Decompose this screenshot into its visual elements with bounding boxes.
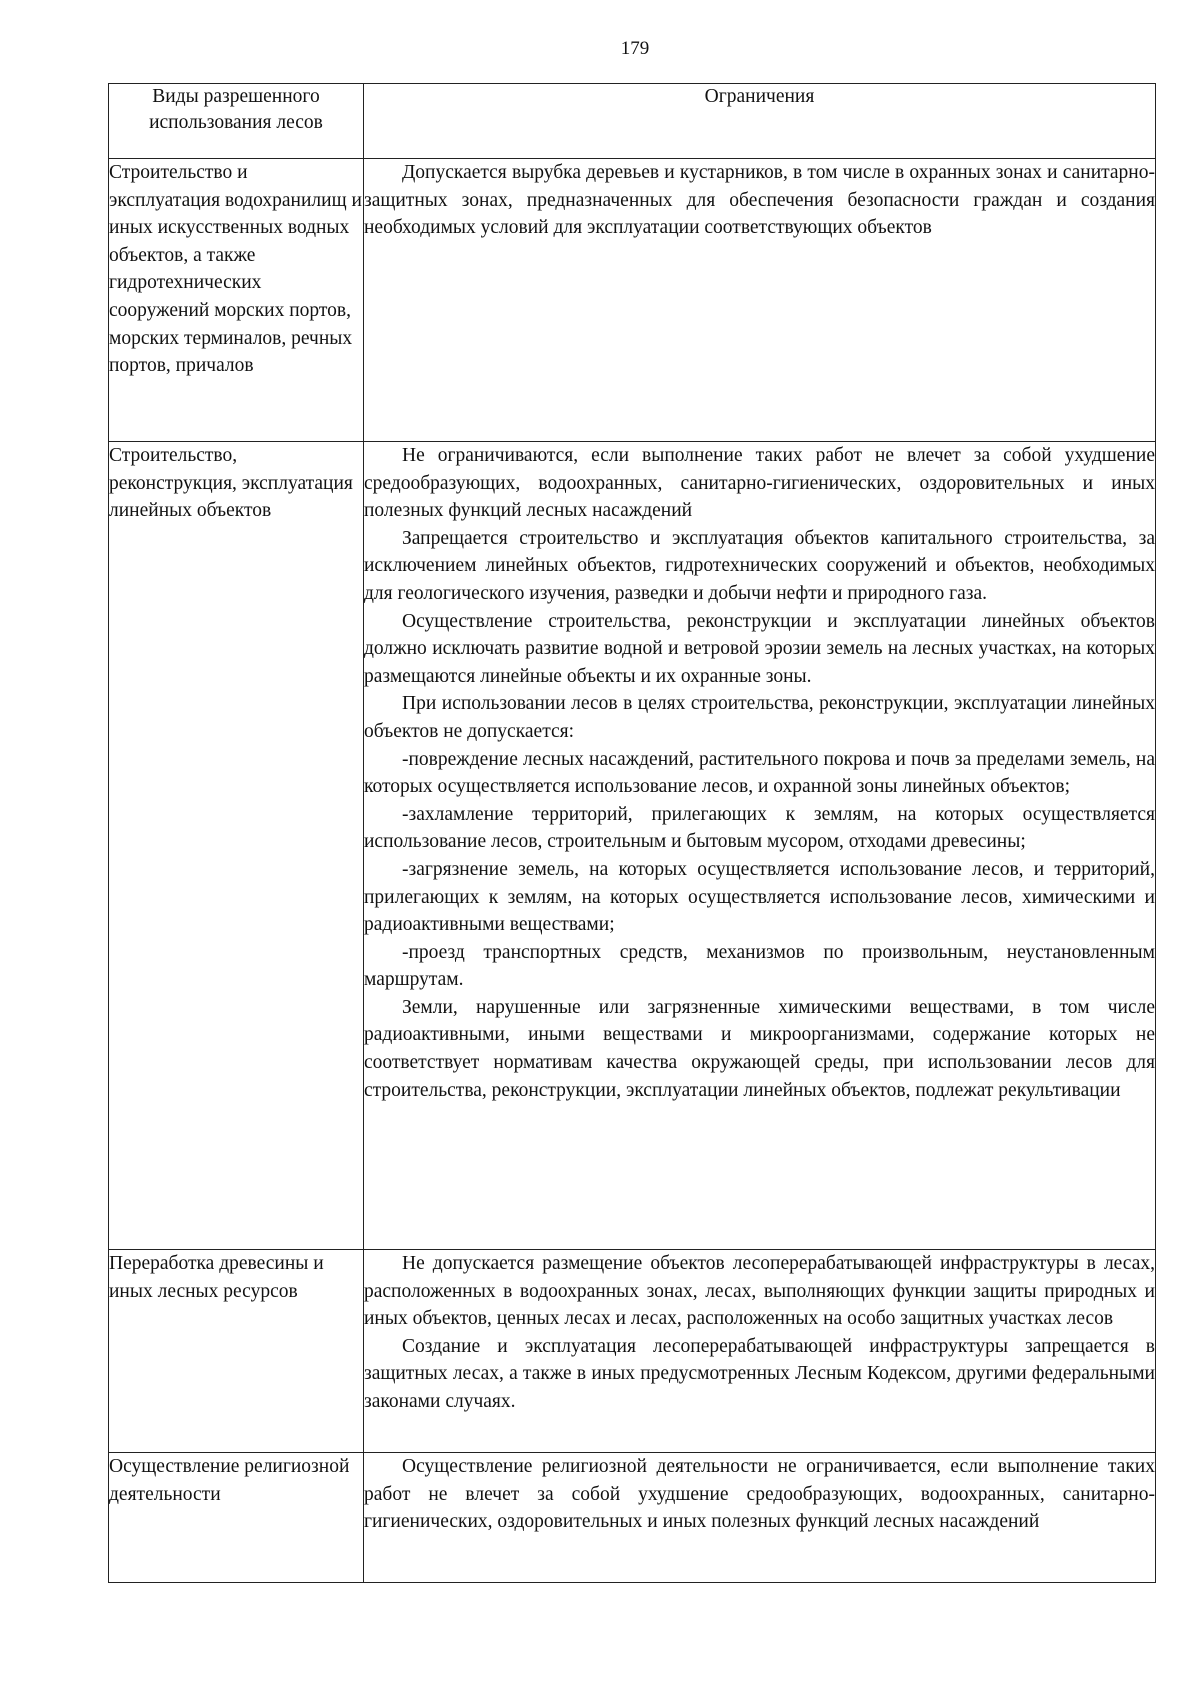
forest-use-type-cell: Осуществление религиозной деятельности (109, 1453, 364, 1583)
restriction-paragraph: Не ограничиваются, если выполнение таких работ не влечет за собой ухудшение средообразующих, водоохранных, санитарно-гигиенических, оздоровительных и иных полезных функций лесных насаждений (364, 445, 1155, 522)
restriction-paragraph: Не допускается размещение объектов лесоперерабатывающей инфраструктуры в лесах, расположенных в водоохранных зонах, лесах, выполняющих функции защиты природных и иных объектов, ценных лесах и лесах, расположенных на особо защитных участках лесов (364, 1253, 1155, 1330)
restriction-paragraph: Осуществление строительства, реконструкции и эксплуатации линейных объектов должно исключать развитие водной и ветровой эрозии земель на лесных участках, на которых размещаются линейные объекты и их охранные зоны. (364, 610, 1155, 687)
restriction-list-item: -проезд транспортных средств, механизмов по произвольным, неустановленным маршрутам. (364, 941, 1155, 991)
restriction-paragraph: Земли, нарушенные или загрязненные химическими веществами, в том числе радиоактивными, иными веществами и микроорганизмами, содержание которых не соответствует нормативам качества окружающей среды, при использовании лесов для строительства, реконструкции, эксплуатации линейных объектов, подлежат рекультивации (364, 996, 1155, 1101)
forest-use-type-cell: Переработка древесины и иных лесных ресурсов (109, 1250, 364, 1453)
restrictions-table (108, 83, 1156, 1583)
table-header-row (109, 84, 1156, 159)
restriction-paragraph: При использовании лесов в целях строительства, реконструкции, эксплуатации линейных объектов не допускается: (364, 693, 1155, 742)
forest-use-type-cell: Строительство, реконструкция, эксплуатация линейных объектов (109, 442, 364, 1250)
header-restrictions: Ограничения (364, 84, 1156, 159)
restriction-paragraph: Создание и эксплуатация лесоперерабатывающей инфраструктуры запрещается в защитных лесах, а также в иных предусмотренных Лесным Кодексом, другими федеральными законами случаях. (364, 1335, 1155, 1412)
restrictions-cell (364, 159, 1156, 442)
restriction-list-item: -повреждение лесных насаждений, растительного покрова и почв за пределами земель, на которых осуществляется использование лесов, и охранной зоны линейных объектов; (364, 748, 1155, 798)
restrictions-cell (364, 1453, 1156, 1583)
table-row (109, 442, 1156, 1250)
forest-use-type-cell: Строительство и эксплуатация водохранилищ и иных искусственных водных объектов, а также гидротехнических сооружений морских портов, морских терминалов, речных портов, причалов (109, 159, 364, 442)
header-forest-use-type: Виды разрешенного использования лесов (109, 84, 364, 159)
restrictions-cell (364, 442, 1156, 1250)
table-row (109, 1250, 1156, 1453)
restriction-paragraph: Запрещается строительство и эксплуатация объектов капитального строительства, за исключением линейных объектов, гидротехнических сооружений и объектов, необходимых для геологического изучения, разведки и добычи нефти и природного газа. (364, 527, 1155, 604)
restriction-paragraph: Осуществление религиозной деятельности не ограничивается, если выполнение таких работ не влечет за собой ухудшение средообразующих, водоохранных, санитарно-гигиенических, оздоровительных и иных полезных функций лесных насаждений (364, 1456, 1155, 1533)
restriction-list-item: -захламление территорий, прилегающих к землям, на которых осуществляется использование лесов, строительным и бытовым мусором, отходами древесины; (364, 803, 1155, 853)
table-row (109, 1453, 1156, 1583)
restrictions-cell (364, 1250, 1156, 1453)
restriction-list-item: -загрязнение земель, на которых осуществляется использование лесов, и территорий, прилегающих к землям, на которых осуществляется использование лесов, химическими и радиоактивными веществами; (364, 858, 1155, 936)
page-number: 179 (620, 38, 650, 59)
table-row (109, 159, 1156, 442)
restriction-paragraph: Допускается вырубка деревьев и кустарников, в том числе в охранных зонах и санитарно-защитных зонах, предназначенных для обеспечения безопасности граждан и создания необходимых условий для эксплуатации соответствующих объектов (364, 162, 1155, 239)
